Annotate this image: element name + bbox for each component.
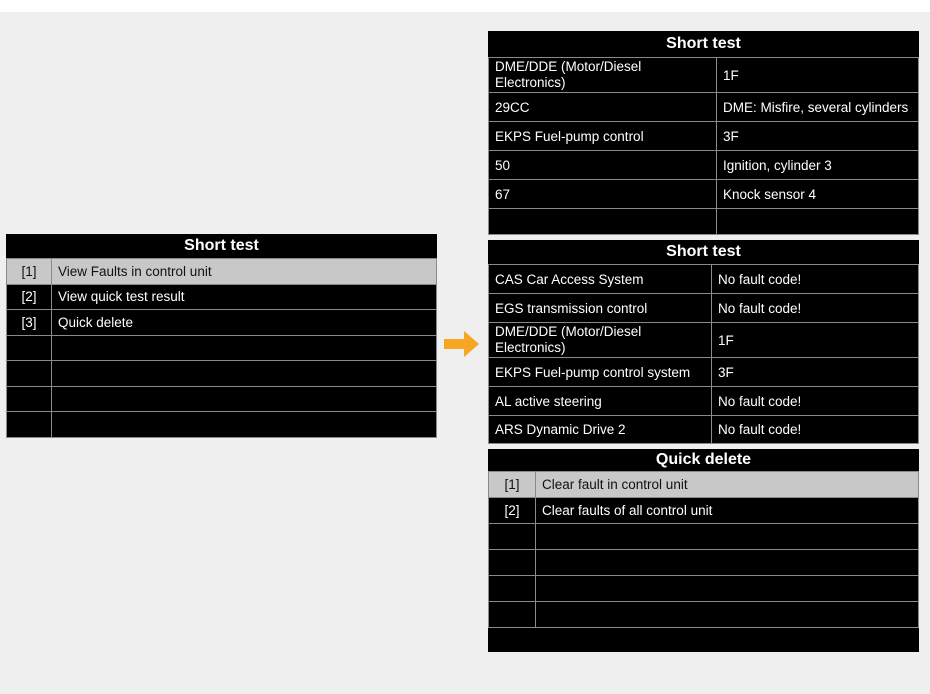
- fault-row: [489, 58, 919, 93]
- arrow-right-icon: [444, 330, 480, 358]
- menu-item: [7, 361, 437, 387]
- result-row: [489, 416, 919, 444]
- menu-item-label: View quick test result: [52, 284, 437, 310]
- delete-item: [489, 602, 919, 628]
- result-module: DME/DDE (Motor/Diesel Electronics): [489, 323, 712, 358]
- result-row: [489, 358, 919, 387]
- menu-item-label: [52, 361, 437, 387]
- fault-value: DME: Misfire, several cylinders: [717, 93, 919, 122]
- menu-item-number: [7, 361, 52, 387]
- menu-item: [7, 412, 437, 438]
- fault-row: [489, 209, 919, 235]
- fault-row: [489, 180, 919, 209]
- delete-item-label: Clear faults of all control unit: [536, 498, 919, 524]
- delete-item: [489, 550, 919, 576]
- menu-item-label: View Faults in control unit: [52, 259, 437, 285]
- fault-module: EKPS Fuel-pump control: [489, 122, 717, 151]
- fault-value: 1F: [717, 58, 919, 93]
- short-test-menu-panel: [6, 234, 437, 437]
- menu-item: [7, 335, 437, 361]
- menu-item-number: [2]: [7, 284, 52, 310]
- fault-row: [489, 122, 919, 151]
- delete-item-number: [1]: [489, 472, 536, 498]
- result-value: No fault code!: [712, 416, 919, 444]
- menu-item[interactable]: [7, 310, 437, 336]
- result-row: [489, 265, 919, 294]
- menu-item-number: [7, 335, 52, 361]
- fault-module: 50: [489, 151, 717, 180]
- fault-value: Ignition, cylinder 3: [717, 151, 919, 180]
- faults-table: [488, 57, 919, 235]
- fault-value: [717, 209, 919, 235]
- quick-delete-table: [488, 471, 919, 628]
- delete-item-label: [536, 524, 919, 550]
- result-panel: [488, 240, 919, 443]
- menu-item-number: [1]: [7, 259, 52, 285]
- menu-panel-title: Short test: [6, 234, 437, 258]
- result-panel-title: Short test: [488, 240, 919, 264]
- delete-item-label: [536, 550, 919, 576]
- result-table: [488, 264, 919, 444]
- result-value: No fault code!: [712, 294, 919, 323]
- delete-item: [489, 576, 919, 602]
- result-module: EGS transmission control: [489, 294, 712, 323]
- menu-item: [7, 386, 437, 412]
- menu-item-label: [52, 386, 437, 412]
- fault-module: [489, 209, 717, 235]
- result-module: ARS Dynamic Drive 2: [489, 416, 712, 444]
- delete-item-label: [536, 602, 919, 628]
- delete-item[interactable]: [489, 498, 919, 524]
- menu-item-label: Quick delete: [52, 310, 437, 336]
- result-module: AL active steering: [489, 387, 712, 416]
- faults-panel-title: Short test: [488, 31, 919, 57]
- result-row: [489, 387, 919, 416]
- result-module: CAS Car Access System: [489, 265, 712, 294]
- result-value: No fault code!: [712, 387, 919, 416]
- result-value: No fault code!: [712, 265, 919, 294]
- quick-delete-title: Quick delete: [488, 449, 919, 471]
- result-value: 1F: [712, 323, 919, 358]
- fault-module: 67: [489, 180, 717, 209]
- result-row: [489, 323, 919, 358]
- fault-value: 3F: [717, 122, 919, 151]
- delete-item-label: Clear fault in control unit: [536, 472, 919, 498]
- fault-value: Knock sensor 4: [717, 180, 919, 209]
- menu-item[interactable]: [7, 259, 437, 285]
- fault-module: 29CC: [489, 93, 717, 122]
- result-value: 3F: [712, 358, 919, 387]
- quick-delete-panel: [488, 449, 919, 652]
- result-row: [489, 294, 919, 323]
- faults-panel: [488, 31, 919, 234]
- menu-table: [6, 258, 437, 438]
- menu-item-label: [52, 335, 437, 361]
- delete-item-number: [489, 576, 536, 602]
- delete-item-number: [2]: [489, 498, 536, 524]
- delete-item-number: [489, 524, 536, 550]
- fault-module: DME/DDE (Motor/Diesel Electronics): [489, 58, 717, 93]
- delete-item: [489, 524, 919, 550]
- delete-item[interactable]: [489, 472, 919, 498]
- menu-item-number: [3]: [7, 310, 52, 336]
- result-module: EKPS Fuel-pump control system: [489, 358, 712, 387]
- menu-item-number: [7, 412, 52, 438]
- delete-item-number: [489, 550, 536, 576]
- menu-item[interactable]: [7, 284, 437, 310]
- menu-item-number: [7, 386, 52, 412]
- fault-row: [489, 93, 919, 122]
- fault-row: [489, 151, 919, 180]
- delete-item-number: [489, 602, 536, 628]
- top-band: [0, 0, 930, 12]
- menu-item-label: [52, 412, 437, 438]
- delete-item-label: [536, 576, 919, 602]
